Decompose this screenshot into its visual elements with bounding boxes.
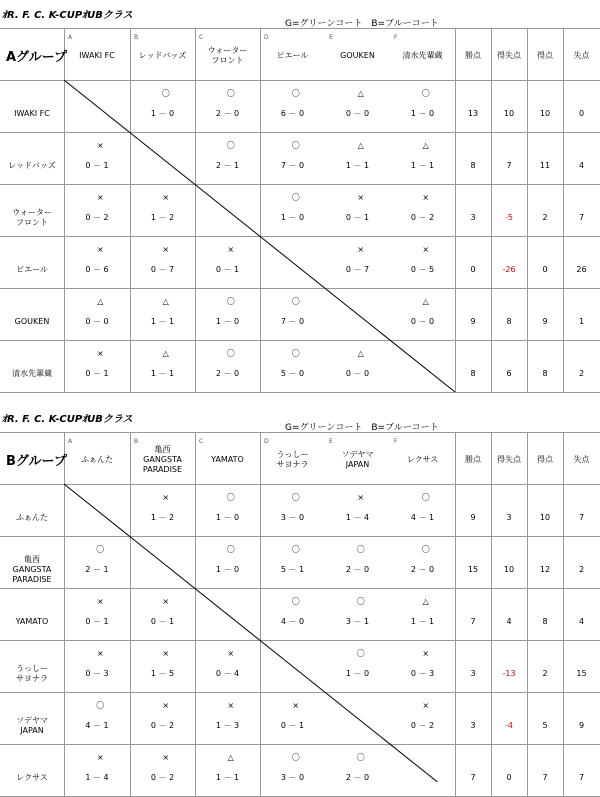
result-mark: 〇 [226, 89, 235, 98]
header-team-name: ふぁんた [81, 455, 113, 464]
match-score: 0 － 2 [410, 720, 435, 730]
result-mark: × [162, 493, 170, 502]
match-score: 1 － 0 [345, 668, 370, 678]
stat-value: 7 [542, 772, 548, 782]
result-mark: △ [227, 753, 234, 762]
section-title: ｵR. F. C. K-CUPｵUBクラス [2, 414, 133, 425]
match-score: 1 － 0 [215, 316, 240, 326]
header-team-name: 亀西 GANGSTA PARADISE [142, 445, 183, 474]
result-mark: 〇 [291, 193, 300, 202]
result-mark: 〇 [356, 649, 365, 658]
stat-value: 9 [470, 316, 476, 326]
stat-value: 10 [539, 512, 551, 522]
match-score: 6 － 0 [280, 108, 305, 118]
stat-value: 3 [470, 212, 476, 222]
stat-value: 12 [539, 564, 551, 574]
row-team-name: ウォーター フロント [12, 207, 52, 227]
stat-value: 7 [578, 512, 585, 522]
match-score: 1 － 1 [150, 316, 175, 326]
header-team-name: 清水先輩蔵 [402, 51, 443, 60]
stat-value: 7 [470, 772, 476, 782]
match-score: 3 － 1 [345, 616, 370, 626]
stat-value: 0 [506, 772, 512, 782]
result-mark: 〇 [356, 753, 365, 762]
stat-value: 10 [503, 564, 515, 574]
row-team-name: YAMATO [15, 616, 49, 626]
column-letter: D [264, 34, 269, 41]
stat-value: 9 [578, 720, 585, 730]
stat-header: 勝点 [465, 455, 481, 464]
stat-value: 4 [578, 616, 585, 626]
header-team-name: ウォーター フロント [207, 46, 248, 65]
stat-value: 6 [506, 368, 512, 378]
result-mark: 〇 [291, 349, 300, 358]
column-letter: D [264, 438, 269, 445]
column-letter: E [329, 34, 333, 41]
result-mark: × [292, 701, 300, 710]
match-score: 1 － 1 [410, 616, 435, 626]
stat-header: 得点 [537, 51, 553, 60]
stat-value: 4 [578, 160, 585, 170]
result-mark: 〇 [161, 89, 170, 98]
result-mark: 〇 [356, 545, 365, 554]
stat-value: 11 [539, 160, 551, 170]
diagonal-stroke [64, 484, 455, 782]
match-score: 4 － 0 [280, 616, 305, 626]
court-legend: G=グリーンコート B=ブルーコート [285, 423, 439, 433]
result-mark: × [96, 245, 104, 254]
match-score: 1 － 1 [150, 368, 175, 378]
match-score: 0 － 1 [85, 160, 109, 170]
match-score: 0 － 0 [345, 108, 370, 118]
stat-value: 3 [506, 512, 512, 522]
result-mark: × [162, 649, 170, 658]
result-mark: × [357, 493, 365, 502]
match-score: 0 － 2 [150, 720, 175, 730]
stat-value: 3 [470, 668, 476, 678]
match-score: 7 － 0 [280, 160, 305, 170]
result-mark: 〇 [291, 493, 300, 502]
result-mark: 〇 [291, 753, 300, 762]
result-mark: 〇 [226, 297, 235, 306]
stat-value: 8 [470, 368, 476, 378]
result-mark: × [227, 701, 235, 710]
match-score: 2 － 0 [345, 772, 370, 782]
result-mark: × [422, 649, 430, 658]
stat-value: 2 [578, 564, 585, 574]
result-mark: △ [357, 141, 364, 150]
column-letter: B [134, 34, 139, 41]
stat-value: -4 [505, 720, 513, 730]
match-score: 0 － 1 [85, 368, 109, 378]
column-letter: C [199, 34, 204, 41]
result-mark: 〇 [291, 545, 300, 554]
result-mark: △ [97, 297, 104, 306]
match-score: 0 － 1 [345, 212, 370, 222]
stat-value: 9 [470, 512, 476, 522]
stat-header: 得失点 [497, 51, 521, 60]
stat-value: 0 [578, 108, 585, 118]
stat-value: 1 [578, 316, 585, 326]
match-score: 0 － 6 [85, 264, 109, 274]
match-score: 0 － 7 [345, 264, 370, 274]
result-mark: × [162, 245, 170, 254]
stat-value: 7 [578, 212, 585, 222]
match-score: 1 － 5 [150, 668, 175, 678]
result-mark: × [422, 245, 430, 254]
result-mark: × [227, 245, 235, 254]
row-team-name: 亀西 GANGSTA PARADISE [12, 554, 52, 584]
result-mark: △ [357, 89, 364, 98]
result-mark: × [162, 597, 170, 606]
match-score: 1 － 1 [345, 160, 370, 170]
row-team-name: レクサス [16, 772, 48, 782]
match-score: 1 － 0 [410, 108, 435, 118]
column-letter: E [329, 438, 333, 445]
result-mark: 〇 [356, 597, 365, 606]
match-score: 2 － 0 [410, 564, 435, 574]
result-mark: × [422, 701, 430, 710]
match-score: 5 － 0 [280, 368, 305, 378]
result-mark: △ [422, 141, 429, 150]
stat-value: 2 [542, 212, 548, 222]
header-team-name: ピエール [276, 51, 309, 60]
row-team-name: レッドバッズ [8, 160, 56, 170]
result-mark: 〇 [291, 141, 300, 150]
match-score: 7 － 0 [280, 316, 305, 326]
stat-value: 9 [542, 316, 548, 326]
match-score: 2 － 0 [215, 108, 240, 118]
result-mark: △ [357, 349, 364, 358]
row-team-name: うっしー サヨナラ [16, 663, 48, 683]
result-mark: 〇 [421, 493, 430, 502]
result-mark: × [357, 245, 365, 254]
match-score: 0 － 2 [410, 212, 435, 222]
match-score: 1 － 3 [215, 720, 240, 730]
result-mark: 〇 [226, 141, 235, 150]
result-mark: 〇 [291, 597, 300, 606]
header-team-name: レクサス [406, 455, 439, 464]
result-mark: × [357, 193, 365, 202]
stat-value: 7 [470, 616, 476, 626]
header-team-name: GOUKEN [340, 51, 375, 60]
match-score: 3 － 0 [280, 512, 305, 522]
result-mark: × [162, 701, 170, 710]
row-team-name: 清水先輩蔵 [12, 368, 52, 378]
result-mark: 〇 [291, 89, 300, 98]
stat-value: -26 [502, 264, 516, 274]
result-mark: × [96, 349, 104, 358]
result-mark: × [162, 193, 170, 202]
match-score: 5 － 1 [280, 564, 305, 574]
match-score: 0 － 3 [410, 668, 435, 678]
match-score: 1 － 2 [150, 212, 175, 222]
header-team-name: ソデヤマ JAPAN [341, 450, 374, 469]
column-letter: A [68, 438, 73, 445]
match-score: 1 － 0 [280, 212, 305, 222]
match-score: 0 － 1 [85, 616, 109, 626]
stat-value: 15 [576, 668, 587, 678]
stat-value: 7 [578, 772, 585, 782]
stat-value: 8 [506, 316, 512, 326]
match-score: 0 － 7 [150, 264, 175, 274]
match-score: 0 － 3 [85, 668, 109, 678]
match-score: 4 － 1 [85, 720, 109, 730]
result-mark: 〇 [291, 297, 300, 306]
match-score: 1 － 2 [150, 512, 175, 522]
stat-value: 13 [467, 108, 479, 118]
match-score: 0 － 1 [150, 616, 175, 626]
result-mark: × [96, 597, 104, 606]
stat-header: 勝点 [465, 51, 481, 60]
match-score: 1 － 4 [85, 772, 109, 782]
match-score: 2 － 0 [215, 368, 240, 378]
match-score: 0 － 0 [410, 316, 435, 326]
stat-header: 失点 [573, 455, 590, 464]
row-team-name: ソデヤマ JAPAN [16, 715, 48, 735]
stat-header: 得点 [537, 455, 553, 464]
stat-value: -13 [502, 668, 516, 678]
column-letter: F [394, 34, 398, 41]
match-score: 2 － 1 [85, 564, 109, 574]
stat-value: 10 [503, 108, 515, 118]
column-letter: F [394, 438, 398, 445]
column-letter: B [134, 438, 139, 445]
header-team-name: YAMATO [211, 455, 244, 464]
stat-value: -5 [505, 212, 513, 222]
stat-value: 5 [542, 720, 548, 730]
match-score: 0 － 2 [150, 772, 175, 782]
match-score: 0 － 4 [215, 668, 240, 678]
column-letter: C [199, 438, 204, 445]
result-mark: × [96, 649, 104, 658]
match-score: 2 － 0 [345, 564, 370, 574]
match-score: 1 － 0 [215, 564, 240, 574]
match-score: 1 － 0 [150, 108, 175, 118]
match-score: 1 － 0 [215, 512, 240, 522]
match-score: 0 － 1 [280, 720, 305, 730]
stat-header: 失点 [573, 51, 590, 60]
header-team-name: うっしー サヨナラ [276, 450, 309, 469]
stat-value: 0 [542, 264, 548, 274]
header-team-name: レッドバッズ [138, 51, 187, 60]
stat-value: 2 [542, 668, 548, 678]
result-mark: 〇 [96, 701, 105, 710]
result-mark: 〇 [421, 89, 430, 98]
section-title: ｵR. F. C. K-CUPｵUBクラス [2, 10, 133, 21]
result-mark: 〇 [421, 545, 430, 554]
stat-value: 0 [470, 264, 476, 274]
result-mark: △ [162, 297, 169, 306]
result-mark: × [422, 193, 430, 202]
result-mark: × [162, 753, 170, 762]
result-mark: △ [422, 297, 429, 306]
match-score: 4 － 1 [410, 512, 435, 522]
stat-value: 26 [576, 264, 587, 274]
match-score: 0 － 1 [215, 264, 240, 274]
result-mark: × [96, 753, 104, 762]
result-mark: × [96, 193, 104, 202]
match-score: 0 － 5 [410, 264, 435, 274]
stat-value: 4 [506, 616, 512, 626]
match-score: 0 － 0 [345, 368, 370, 378]
row-team-name: ふぁんた [16, 512, 48, 522]
stat-value: 7 [506, 160, 512, 170]
court-legend: G=グリーンコート B=ブルーコート [285, 19, 439, 29]
stat-value: 3 [470, 720, 476, 730]
stat-value: 10 [539, 108, 551, 118]
match-score: 0 － 2 [85, 212, 109, 222]
match-score: 0 － 0 [85, 316, 109, 326]
stat-value: 8 [542, 368, 548, 378]
match-score: 2 － 1 [215, 160, 240, 170]
stat-value: 15 [467, 564, 479, 574]
match-score: 1 － 4 [345, 512, 370, 522]
row-team-name: IWAKI FC [14, 108, 50, 118]
match-score: 3 － 0 [280, 772, 305, 782]
result-mark: 〇 [226, 349, 235, 358]
stat-header: 得失点 [497, 455, 521, 464]
match-score: 1 － 1 [215, 772, 240, 782]
result-mark: △ [162, 349, 169, 358]
column-letter: A [68, 34, 73, 41]
result-mark: 〇 [226, 493, 235, 502]
stat-value: 8 [542, 616, 548, 626]
group-label: Aグループ [6, 50, 68, 65]
match-score: 1 － 1 [410, 160, 435, 170]
result-mark: × [227, 649, 235, 658]
result-mark: △ [422, 597, 429, 606]
result-mark: × [96, 141, 104, 150]
result-mark: 〇 [226, 545, 235, 554]
stat-value: 2 [578, 368, 585, 378]
result-mark: 〇 [96, 545, 105, 554]
stat-value: 8 [470, 160, 476, 170]
header-team-name: IWAKI FC [79, 51, 115, 60]
row-team-name: ピエール [16, 264, 48, 274]
group-label: Bグループ [6, 454, 67, 469]
row-team-name: GOUKEN [14, 316, 50, 326]
